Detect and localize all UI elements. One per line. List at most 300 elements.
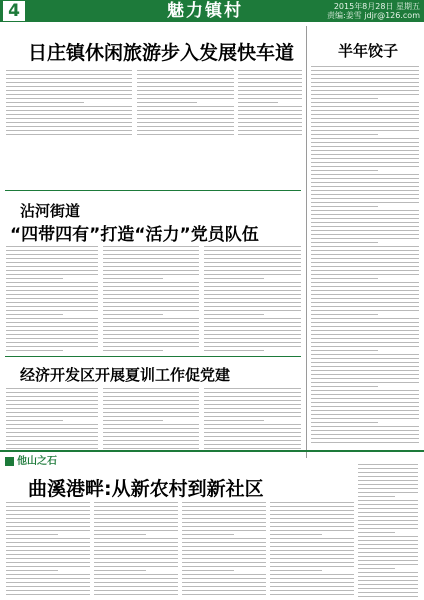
- text-line: [270, 526, 354, 527]
- text-line: [270, 518, 354, 519]
- article-body: [270, 502, 354, 598]
- text-line: [182, 510, 266, 511]
- text-line: [204, 334, 301, 335]
- text-line: [238, 102, 278, 103]
- text-line: [311, 294, 419, 295]
- text-line: [94, 530, 178, 531]
- text-line: [311, 426, 419, 427]
- text-line: [311, 138, 419, 139]
- text-line: [103, 346, 199, 347]
- section-rule: [0, 450, 424, 452]
- text-line: [103, 432, 199, 433]
- text-line: [311, 142, 419, 143]
- text-line: [204, 330, 301, 331]
- text-line: [204, 262, 301, 263]
- text-line: [6, 270, 98, 271]
- text-line: [182, 542, 266, 543]
- text-line: [311, 374, 419, 375]
- text-line: [6, 586, 90, 587]
- text-line: [103, 424, 199, 425]
- text-line: [94, 542, 178, 543]
- text-line: [137, 86, 234, 87]
- text-line: [6, 396, 98, 397]
- text-line: [270, 574, 354, 575]
- text-line: [311, 90, 419, 91]
- text-line: [103, 298, 199, 299]
- text-line: [6, 432, 98, 433]
- text-line: [103, 412, 199, 413]
- text-line: [311, 326, 419, 327]
- text-line: [204, 424, 301, 425]
- text-line: [238, 90, 302, 91]
- text-line: [6, 574, 90, 575]
- text-line: [358, 540, 418, 541]
- text-line: [204, 440, 301, 441]
- text-line: [204, 444, 301, 445]
- text-line: [103, 392, 199, 393]
- text-line: [311, 162, 419, 163]
- text-line: [6, 266, 98, 267]
- text-line: [204, 432, 301, 433]
- text-line: [270, 522, 354, 523]
- text-line: [137, 78, 234, 79]
- text-line: [6, 428, 98, 429]
- text-line: [311, 434, 419, 435]
- text-line: [311, 250, 419, 251]
- text-line: [103, 334, 199, 335]
- text-line: [238, 70, 302, 71]
- text-line: [6, 86, 132, 87]
- text-line: [204, 346, 301, 347]
- text-line: [182, 514, 266, 515]
- article-body: [94, 502, 178, 598]
- text-line: [204, 420, 264, 421]
- text-line: [270, 514, 354, 515]
- text-line: [103, 282, 199, 283]
- text-line: [270, 534, 322, 535]
- text-line: [103, 322, 199, 323]
- text-line: [6, 558, 90, 559]
- text-line: [94, 534, 146, 535]
- text-line: [311, 322, 419, 323]
- text-line: [94, 586, 178, 587]
- section-tag: [5, 455, 63, 468]
- text-line: [270, 558, 354, 559]
- text-line: [311, 262, 419, 263]
- text-line: [270, 550, 354, 551]
- text-line: [238, 74, 302, 75]
- text-line: [94, 518, 178, 519]
- text-line: [6, 106, 132, 107]
- text-line: [311, 110, 419, 111]
- text-line: [358, 544, 418, 545]
- text-line: [358, 568, 395, 569]
- text-line: [358, 496, 395, 497]
- text-line: [270, 502, 354, 503]
- text-line: [182, 566, 266, 567]
- article-separator: [5, 190, 301, 191]
- text-line: [311, 118, 419, 119]
- text-line: [6, 538, 90, 539]
- text-line: [311, 430, 419, 431]
- text-line: [311, 82, 419, 83]
- text-line: [358, 536, 418, 537]
- text-line: [6, 302, 98, 303]
- text-line: [103, 444, 199, 445]
- text-line: [311, 150, 419, 151]
- text-line: [311, 358, 419, 359]
- text-line: [182, 562, 266, 563]
- text-line: [6, 342, 98, 343]
- text-line: [358, 596, 418, 597]
- text-line: [6, 82, 132, 83]
- text-line: [6, 502, 90, 503]
- article-headline: 半年饺子: [338, 42, 399, 60]
- text-line: [270, 586, 354, 587]
- text-line: [103, 400, 199, 401]
- article-headline: 曲溪港畔:从新农村到新社区: [28, 478, 264, 500]
- article-body: [6, 246, 98, 354]
- text-line: [311, 382, 419, 383]
- text-line: [204, 302, 301, 303]
- text-line: [94, 554, 178, 555]
- section-tag-label: 他山之石: [17, 456, 57, 467]
- text-line: [103, 338, 199, 339]
- article-headline: 日庄镇休闲旅游步入发展快车道: [28, 42, 295, 64]
- text-line: [137, 90, 234, 91]
- text-line: [94, 514, 178, 515]
- text-line: [94, 502, 178, 503]
- text-line: [358, 480, 418, 481]
- text-line: [270, 570, 322, 571]
- text-line: [311, 302, 419, 303]
- text-line: [311, 338, 419, 339]
- text-line: [358, 528, 418, 529]
- text-line: [311, 106, 419, 107]
- text-line: [137, 122, 234, 123]
- text-line: [6, 388, 98, 389]
- text-line: [182, 550, 266, 551]
- text-line: [311, 158, 419, 159]
- issue-date: 2015年8月28日 星期五: [333, 2, 420, 11]
- text-line: [311, 114, 419, 115]
- text-line: [311, 194, 419, 195]
- article-body: [103, 388, 199, 452]
- text-line: [311, 274, 419, 275]
- text-line: [311, 70, 419, 71]
- text-line: [358, 548, 418, 549]
- text-line: [6, 102, 84, 103]
- text-line: [311, 378, 419, 379]
- text-line: [204, 290, 301, 291]
- text-line: [311, 230, 419, 231]
- text-line: [311, 146, 419, 147]
- text-line: [311, 438, 419, 439]
- text-line: [182, 570, 234, 571]
- text-line: [204, 342, 301, 343]
- text-line: [358, 584, 418, 585]
- text-line: [311, 166, 419, 167]
- text-line: [204, 246, 301, 247]
- text-line: [311, 74, 419, 75]
- text-line: [204, 412, 301, 413]
- text-line: [311, 406, 419, 407]
- text-line: [182, 582, 266, 583]
- text-line: [311, 78, 419, 79]
- text-line: [311, 66, 419, 67]
- text-line: [311, 198, 419, 199]
- text-line: [311, 190, 419, 191]
- text-line: [6, 444, 98, 445]
- text-line: [6, 522, 90, 523]
- text-line: [103, 448, 199, 449]
- text-line: [6, 546, 90, 547]
- text-line: [358, 576, 418, 577]
- text-line: [311, 86, 419, 87]
- text-line: [311, 234, 419, 235]
- text-line: [94, 538, 178, 539]
- text-line: [137, 94, 234, 95]
- text-line: [204, 322, 301, 323]
- text-line: [182, 506, 266, 507]
- text-line: [358, 472, 418, 473]
- text-line: [182, 546, 266, 547]
- text-line: [311, 174, 419, 175]
- article-headline: “四带四有”打造“活力”党员队伍: [10, 225, 259, 245]
- text-line: [94, 522, 178, 523]
- text-line: [182, 518, 266, 519]
- text-line: [103, 254, 199, 255]
- text-line: [311, 134, 378, 135]
- section-title: 魅力镇村: [167, 1, 243, 21]
- text-line: [311, 98, 378, 99]
- article-body: [6, 70, 132, 138]
- text-line: [311, 310, 419, 311]
- text-line: [6, 526, 90, 527]
- text-line: [6, 578, 90, 579]
- text-line: [311, 170, 378, 171]
- text-line: [103, 330, 199, 331]
- text-line: [6, 310, 98, 311]
- text-line: [358, 524, 418, 525]
- text-line: [358, 516, 418, 517]
- text-line: [204, 282, 301, 283]
- text-line: [94, 562, 178, 563]
- article-body: [6, 388, 98, 452]
- text-line: [94, 550, 178, 551]
- text-line: [311, 178, 419, 179]
- text-line: [311, 278, 378, 279]
- text-line: [6, 98, 132, 99]
- text-line: [182, 558, 266, 559]
- text-line: [311, 318, 419, 319]
- text-line: [6, 562, 90, 563]
- text-line: [6, 416, 98, 417]
- text-line: [103, 278, 163, 279]
- text-line: [103, 342, 199, 343]
- text-line: [311, 350, 378, 351]
- text-line: [204, 254, 301, 255]
- text-line: [311, 402, 419, 403]
- text-line: [238, 122, 302, 123]
- text-line: [358, 532, 395, 533]
- text-line: [204, 408, 301, 409]
- article-kicker: 沾河街道: [20, 202, 81, 220]
- text-line: [94, 582, 178, 583]
- text-line: [311, 334, 419, 335]
- text-line: [204, 278, 264, 279]
- text-line: [358, 468, 418, 469]
- text-line: [6, 286, 98, 287]
- text-line: [6, 126, 132, 127]
- text-line: [137, 114, 234, 115]
- text-line: [270, 594, 354, 595]
- text-line: [311, 130, 419, 131]
- text-line: [204, 326, 301, 327]
- text-line: [137, 126, 234, 127]
- text-line: [358, 484, 418, 485]
- text-line: [182, 586, 266, 587]
- text-line: [311, 258, 419, 259]
- text-line: [311, 414, 419, 415]
- text-line: [182, 526, 266, 527]
- text-line: [270, 578, 354, 579]
- text-line: [6, 278, 63, 279]
- text-line: [238, 78, 302, 79]
- text-line: [6, 392, 98, 393]
- text-line: [311, 298, 419, 299]
- text-line: [6, 542, 90, 543]
- article-headline: 经济开发区开展夏训工作促党建: [20, 366, 231, 384]
- text-line: [6, 334, 98, 335]
- article-body: [182, 502, 266, 598]
- text-line: [204, 314, 264, 315]
- text-line: [6, 518, 90, 519]
- text-line: [238, 126, 302, 127]
- text-line: [311, 370, 419, 371]
- text-line: [103, 318, 199, 319]
- text-line: [103, 436, 199, 437]
- text-line: [204, 448, 301, 449]
- text-line: [182, 534, 234, 535]
- text-line: [358, 588, 418, 589]
- text-line: [311, 342, 419, 343]
- text-line: [137, 118, 234, 119]
- text-line: [204, 306, 301, 307]
- text-line: [238, 118, 302, 119]
- text-line: [204, 388, 301, 389]
- text-line: [6, 258, 98, 259]
- text-line: [103, 404, 199, 405]
- text-line: [6, 130, 132, 131]
- text-line: [103, 440, 199, 441]
- text-line: [238, 82, 302, 83]
- text-line: [103, 408, 199, 409]
- text-line: [6, 338, 98, 339]
- text-line: [6, 534, 58, 535]
- text-line: [270, 510, 354, 511]
- text-line: [270, 554, 354, 555]
- text-line: [311, 246, 419, 247]
- text-line: [311, 186, 419, 187]
- text-line: [311, 346, 419, 347]
- text-line: [311, 422, 378, 423]
- text-line: [6, 78, 132, 79]
- text-line: [311, 210, 419, 211]
- text-line: [204, 350, 264, 351]
- text-line: [311, 442, 419, 443]
- text-line: [103, 290, 199, 291]
- text-line: [204, 266, 301, 267]
- text-line: [6, 510, 90, 511]
- text-line: [6, 294, 98, 295]
- text-line: [6, 350, 63, 351]
- text-line: [103, 314, 163, 315]
- text-line: [238, 98, 302, 99]
- text-line: [103, 310, 199, 311]
- text-line: [94, 558, 178, 559]
- text-line: [311, 386, 378, 387]
- text-line: [103, 350, 163, 351]
- text-line: [311, 154, 419, 155]
- text-line: [137, 82, 234, 83]
- text-line: [311, 330, 419, 331]
- text-line: [238, 114, 302, 115]
- text-line: [238, 130, 302, 131]
- text-line: [6, 448, 98, 449]
- text-line: [358, 580, 418, 581]
- text-line: [204, 298, 301, 299]
- text-line: [6, 262, 98, 263]
- text-line: [358, 504, 418, 505]
- text-line: [270, 546, 354, 547]
- article-body: [137, 70, 234, 138]
- text-line: [103, 274, 199, 275]
- text-line: [182, 554, 266, 555]
- text-line: [358, 464, 418, 465]
- text-line: [6, 554, 90, 555]
- text-line: [311, 390, 419, 391]
- article-separator: [5, 356, 301, 357]
- text-line: [137, 134, 234, 135]
- text-line: [311, 222, 419, 223]
- text-line: [311, 214, 419, 215]
- text-line: [311, 94, 419, 95]
- text-line: [6, 514, 90, 515]
- text-line: [311, 270, 419, 271]
- text-line: [6, 110, 132, 111]
- text-line: [94, 594, 178, 595]
- text-line: [311, 266, 419, 267]
- column-divider: [306, 26, 307, 458]
- text-line: [103, 416, 199, 417]
- text-line: [6, 506, 90, 507]
- text-line: [182, 538, 266, 539]
- text-line: [311, 238, 419, 239]
- text-line: [6, 550, 90, 551]
- text-line: [137, 110, 234, 111]
- text-line: [311, 282, 419, 283]
- text-line: [204, 338, 301, 339]
- text-line: [6, 404, 98, 405]
- text-line: [311, 366, 419, 367]
- text-line: [204, 258, 301, 259]
- text-line: [311, 242, 378, 243]
- text-line: [103, 258, 199, 259]
- text-line: [6, 250, 98, 251]
- text-line: [103, 262, 199, 263]
- text-line: [6, 254, 98, 255]
